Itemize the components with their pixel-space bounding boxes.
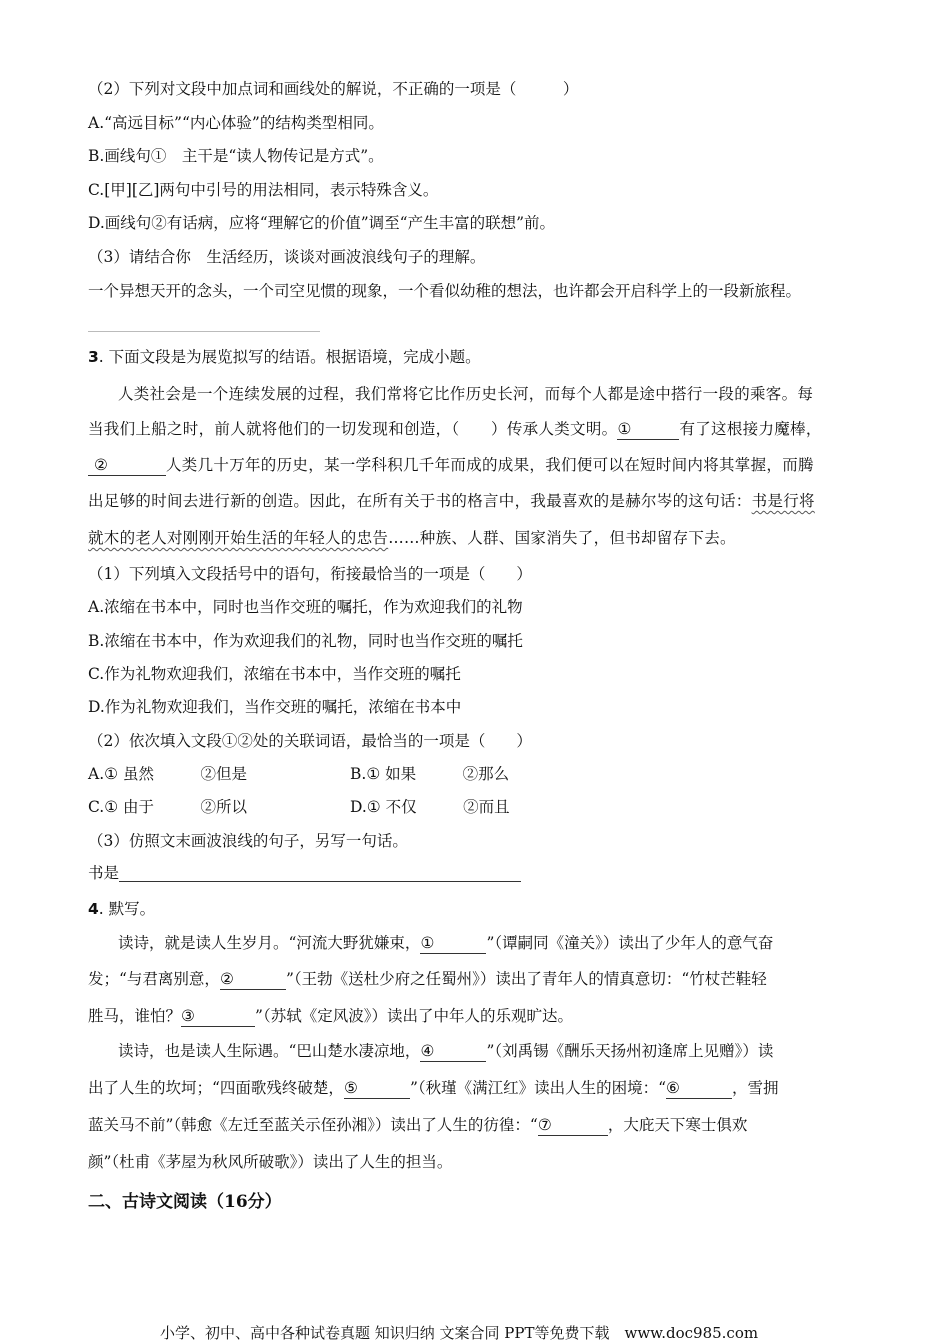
sub1-option-d: D.作为礼物欢迎我们，当作交班的嘱托，浓缩在书本中 bbox=[88, 698, 462, 716]
sub2-options-row-1 bbox=[88, 765, 509, 784]
footer-watermark: 小学、初中、高中各种试卷真题 知识归纳 文案合同 PPT等免费下载 www.doc985.com bbox=[160, 1324, 759, 1342]
poem-line-1a: 读诗，就是读人生岁月。“河流大野犹嫌束， bbox=[118, 934, 421, 952]
poem-line-3b: ”（苏轼《定风波》）读出了中年人的乐观旷达。 bbox=[255, 1007, 573, 1025]
wavy-sentence-start: 书是行将 bbox=[751, 492, 815, 510]
passage-line-4a: 出足够的时间去进行新的创造。因此，在所有关于书的格言中，我最喜欢的是赫尔岑的这句话： bbox=[88, 492, 752, 510]
poem-line-3 bbox=[88, 1007, 573, 1027]
sub2-stem: （2）依次填入文段①②处的关联词语，最恰当的一项是（ ） bbox=[88, 732, 532, 750]
sub2-option-d: D.① 不仅 ②而且 bbox=[350, 798, 510, 816]
sub2-option-c: C.① 由于 ②所以 bbox=[88, 798, 248, 816]
q2-option-c: C.[甲][乙]两句中引号的用法相同，表示特殊含义。 bbox=[88, 181, 439, 199]
sub2-options-row-2 bbox=[88, 798, 510, 817]
section-title: 二、古诗文阅读（16分） bbox=[88, 1192, 282, 1212]
q2-option-b: B.画线句① 主干是“读人物传记是方式”。 bbox=[88, 147, 384, 165]
question-4-number: 4 bbox=[88, 900, 99, 918]
passage-line-3 bbox=[88, 456, 814, 476]
poem-line-7: 颜”（杜甫《茅屋为秋风所破歌》）读出了人生的担当。 bbox=[88, 1153, 453, 1171]
passage-line-5b: ……种族、人群、国家消失了，但书却留存下去。 bbox=[388, 529, 736, 547]
poem-blank-5[interactable]: ⑤ bbox=[344, 1079, 410, 1099]
poem-line-1 bbox=[118, 934, 773, 954]
blank-2[interactable]: ② bbox=[88, 456, 166, 476]
poem-line-5c: ，雪拥 bbox=[732, 1079, 779, 1097]
question-3-number: 3 bbox=[88, 348, 99, 366]
poem-blank-4[interactable]: ④ bbox=[420, 1042, 486, 1062]
poem-line-2 bbox=[88, 970, 767, 990]
sub2-option-a: A.① 虽然 ②但是 bbox=[88, 765, 247, 783]
answer-blank[interactable] bbox=[119, 865, 521, 882]
sub2-option-b: B.① 如果 ②那么 bbox=[350, 765, 510, 783]
poem-line-5 bbox=[88, 1079, 779, 1099]
poem-blank-1[interactable]: ① bbox=[420, 934, 486, 954]
wavy-sentence-end: 就木的老人对刚刚开始生活的年轻人的忠告 bbox=[88, 529, 389, 547]
poem-line-3a: 胜马，谁怕？ bbox=[88, 1007, 182, 1025]
sub1-stem: （1）下列填入文段括号中的语句，衔接最恰当的一项是（ ） bbox=[88, 565, 532, 583]
passage-line-5 bbox=[88, 529, 736, 548]
poem-line-5a: 出了人生的坎坷；“四面歌残终破楚， bbox=[88, 1079, 344, 1097]
sub1-option-b: B.浓缩在书本中，作为欢迎我们的礼物，同时也当作交班的嘱托 bbox=[88, 632, 523, 650]
passage-line-3b: 人类几十万年的历史，某一学科积几千年而成的成果，我们便可以在短时间内将其掌握，而腾 bbox=[166, 456, 814, 474]
poem-line-1b: ”（谭嗣同《潼关》）读出了少年人的意气奋 bbox=[486, 934, 774, 952]
poem-line-4a: 读诗，也是读人生际遇。“巴山楚水凄凉地， bbox=[118, 1042, 421, 1060]
poem-blank-6[interactable]: ⑥ bbox=[666, 1079, 732, 1099]
sub3-answer-line bbox=[88, 864, 521, 883]
poem-blank-2[interactable]: ② bbox=[220, 970, 286, 990]
q2-option-d: D.画线句②有话病，应将“理解它的价值”调至“产生丰富的联想”前。 bbox=[88, 214, 556, 232]
question-3-title-text: . 下面文段是为展览拟写的结语。根据语境，完成小题。 bbox=[98, 348, 481, 366]
q2-stem: （2）下列对文段中加点词和画线处的解说，不正确的一项是（ ） bbox=[88, 80, 579, 98]
poem-line-2a: 发；“与君离别意， bbox=[88, 970, 220, 988]
sub3-prefix: 书是 bbox=[88, 864, 120, 882]
q2-option-a: A.“高远目标”“内心体验”的结构类型相同。 bbox=[88, 114, 384, 132]
poem-line-6b: ，大庇天下寒士俱欢 bbox=[607, 1116, 748, 1134]
question-3-title bbox=[88, 348, 481, 367]
poem-line-4b: ”（刘禹锡《酬乐天扬州初逢席上见赠》）读 bbox=[486, 1042, 774, 1060]
poem-line-5b: ”（秋瑾《满江红》读出人生的困境：“ bbox=[409, 1079, 667, 1097]
q3-stem: （3）请结合你 生活经历，谈谈对画波浪线句子的理解。 bbox=[88, 248, 486, 266]
poem-line-2b: ”（王勃《送杜少府之任蜀州》）读出了青年人的情真意切：“竹杖芒鞋轻 bbox=[285, 970, 767, 988]
question-4-title-text: . 默写。 bbox=[98, 900, 156, 918]
poem-line-6 bbox=[88, 1116, 747, 1136]
poem-line-4 bbox=[118, 1042, 773, 1062]
divider bbox=[88, 331, 320, 332]
sub1-option-c: C.作为礼物欢迎我们，浓缩在书本中，当作交班的嘱托 bbox=[88, 665, 461, 683]
passage-line-1: 人类社会是一个连续发展的过程，我们常将它比作历史长河，而每个人都是途中搭行一段的乘客。每 bbox=[118, 385, 814, 403]
poem-blank-7[interactable]: ⑦ bbox=[538, 1116, 608, 1136]
question-4-title bbox=[88, 900, 155, 919]
passage-line-2a: 当我们上船之时，前人就将他们的一切发现和创造，（ ）传承人类文明。 bbox=[88, 420, 618, 438]
q3-sentence: 一个异想天开的念头，一个司空见惯的现象，一个看似幼稚的想法，也许都会开启科学上的一段新旅程。 bbox=[88, 282, 802, 300]
sub1-option-a: A.浓缩在书本中，同时也当作交班的嘱托，作为欢迎我们的礼物 bbox=[88, 598, 523, 616]
passage-line-2 bbox=[88, 420, 822, 440]
poem-line-6a: 蓝关马不前”（韩愈《左迁至蓝关示侄孙湘》）读出了人生的彷徨：“ bbox=[88, 1116, 538, 1134]
passage-line-2b: 有了这根接力魔棒， bbox=[679, 420, 822, 438]
blank-1[interactable]: ① bbox=[617, 420, 679, 440]
sub3-stem: （3）仿照文末画波浪线的句子，另写一句话。 bbox=[88, 832, 408, 850]
passage-line-4 bbox=[88, 492, 815, 511]
poem-blank-3[interactable]: ③ bbox=[181, 1007, 255, 1027]
